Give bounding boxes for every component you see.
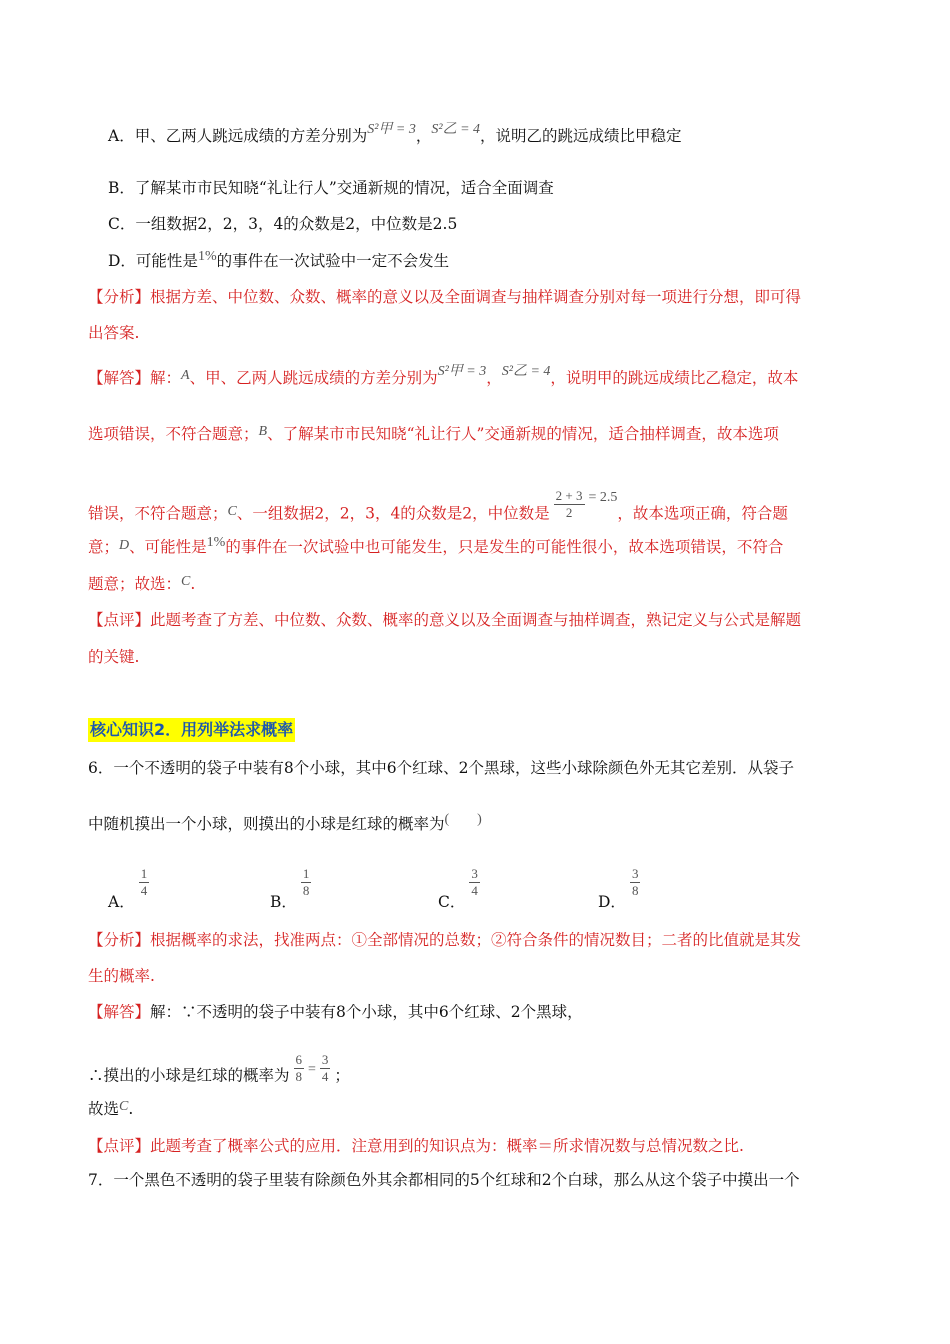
fraction-numerator: 1 xyxy=(140,866,148,881)
q5-review-line2: 的关键. xyxy=(88,648,140,666)
q6-stem-text: 中随机摸出一个小球，则摸出的小球是红球的概率为 xyxy=(88,815,445,833)
q6-stem-line2 xyxy=(88,814,482,836)
answer-text-end: 、了解某市市民知晓“礼让行人”交通新规的情况，适合抽样调查，故本选项 xyxy=(267,425,779,443)
fraction-numerator: 2 + 3 xyxy=(555,488,583,503)
q5-option-d-text: D．可能性是 xyxy=(108,252,198,270)
q6-option-a xyxy=(108,866,153,911)
q5-option-d-text-end: 的事件在一次试验中一定不会发生 xyxy=(216,252,450,270)
probability-fraction-2 xyxy=(320,1052,331,1085)
fraction-denominator: 8 xyxy=(631,883,639,898)
choice-b-ref: B xyxy=(258,424,268,439)
answer-text: 、甲、乙两人跳远成绩的方差分别为 xyxy=(189,369,438,387)
answer-text-end: ； xyxy=(334,1066,350,1085)
one-percent: 1% xyxy=(206,535,226,550)
fraction-numerator: 6 xyxy=(295,1052,303,1067)
equals-sign: = xyxy=(308,1061,316,1077)
answer-text-end: ，说明甲的跳远成绩比乙稳定，故本 xyxy=(550,369,799,387)
fraction-numerator: 3 xyxy=(321,1052,329,1067)
q5-analysis-line1: 【分析】根据方差、中位数、众数、概率的意义以及全面调查与抽样调查分别对每一项进行分想，即可得 xyxy=(88,288,802,306)
variance-yi-formula: S²乙 = 4 xyxy=(501,364,551,379)
q5-review-line1: 【点评】此题考查了方差、中位数、众数、概率的意义以及全面调查与抽样调查，熟记定义与公式是解题 xyxy=(88,611,802,629)
fraction-denominator: 8 xyxy=(295,1069,303,1084)
q5-answer-line1 xyxy=(88,364,799,390)
option-fraction xyxy=(139,866,150,899)
answer-text: 题意；故选： xyxy=(88,575,182,593)
q7-stem-line1: 7．一个黑色不透明的袋子里装有除颜色外其余都相同的5个红球和2个白球，那么从这个袋子中摸出一个 xyxy=(88,1171,800,1189)
q6-option-d xyxy=(598,866,644,911)
q5-option-a xyxy=(108,122,682,148)
section-heading: 核心知识2．用列举法求概率 xyxy=(88,718,295,742)
answer-text: 解：∵不透明的袋子中装有8个小球，其中6个红球、2个黑球， xyxy=(150,1003,583,1021)
answer-label: 【解答】解： xyxy=(88,369,182,387)
q6-option-b xyxy=(270,866,315,911)
fraction-denominator: 8 xyxy=(302,883,310,898)
choice-c-ref: C xyxy=(227,503,237,519)
variance-jia-formula: S²甲 = 3 xyxy=(367,122,416,137)
choice-d-ref: D xyxy=(119,538,130,553)
q6-analysis-line1: 【分析】根据概率的求法，找准两点：①全部情况的总数；②符合条件的情况数目；二者的比值就是其发 xyxy=(88,931,802,949)
variance-yi-formula: S²乙 = 4 xyxy=(431,122,481,137)
fraction-numerator: 3 xyxy=(631,866,639,881)
q5-option-d xyxy=(108,251,449,273)
option-fraction xyxy=(469,866,480,899)
q5-option-a-text: A．甲、乙两人跳远成绩的方差分别为 xyxy=(108,127,368,145)
median-fraction xyxy=(554,488,585,521)
q6-answer-line1 xyxy=(88,1002,583,1022)
q6-stem-line1: 6．一个不透明的袋子中装有8个小球，其中6个红球、2个黑球，这些小球除颜色外无其它差别．从袋子 xyxy=(88,759,794,777)
option-fraction xyxy=(630,866,641,899)
option-label: A． xyxy=(108,892,135,911)
median-result: = 2.5 xyxy=(588,489,618,505)
variance-jia-formula: S²甲 = 3 xyxy=(437,364,487,379)
fraction-denominator: 4 xyxy=(321,1069,329,1084)
answer-text-end: . xyxy=(128,1100,134,1118)
answer-text: ∴摸出的小球是红球的概率为 xyxy=(88,1066,290,1085)
answer-text-end: . xyxy=(190,575,196,593)
answer-label: 【解答】 xyxy=(88,1003,151,1021)
q6-review: 【点评】此题考查了概率公式的应用．注意用到的知识点为：概率＝所求情况数与总情况数之比. xyxy=(88,1137,744,1155)
answer-blank: ( ) xyxy=(444,812,482,827)
option-label: B． xyxy=(270,892,297,911)
fraction-denominator: 4 xyxy=(140,883,148,898)
q5-answer-line2 xyxy=(88,424,779,446)
answer-text-mid: 、可能性是 xyxy=(129,538,207,556)
q5-analysis-line2: 出答案. xyxy=(88,324,140,342)
answer-text: 意； xyxy=(88,538,120,556)
fraction-numerator: 1 xyxy=(302,866,310,881)
q6-answer-line2 xyxy=(88,1052,350,1093)
choice-c-ref: C xyxy=(181,574,191,589)
answer-text: 选项错误，不符合题意； xyxy=(88,425,259,443)
answer-text-end: ，故本选项正确，符合题 xyxy=(617,504,788,523)
q5-answer-line5 xyxy=(88,574,195,596)
answer-text-mid: 、一组数据2，2，3，4的众数是2，中位数是 xyxy=(236,504,550,523)
option-label: D． xyxy=(598,892,626,911)
option-label: C． xyxy=(438,892,466,911)
one-percent: 1% xyxy=(197,249,217,264)
q5-option-c: C．一组数据2，2，3，4的众数是2，中位数是2.5 xyxy=(108,215,458,233)
fraction-denominator: 2 xyxy=(565,505,573,520)
q5-answer-line4 xyxy=(88,537,783,559)
q5-answer-line3 xyxy=(88,488,788,531)
fraction-numerator: 3 xyxy=(471,866,478,881)
q5-option-b: B．了解某市市民知晓“礼让行人”交通新规的情况，适合全面调查 xyxy=(108,179,554,197)
answer-sep: ， xyxy=(486,369,502,387)
answer-text: 错误，不符合题意； xyxy=(88,504,228,523)
q6-analysis-line2: 生的概率. xyxy=(88,967,155,985)
answer-text: 故选 xyxy=(88,1100,120,1118)
choice-c-ref: C xyxy=(119,1099,129,1114)
q6-option-c xyxy=(438,866,484,911)
fraction-denominator: 4 xyxy=(471,883,478,898)
q5-option-a-text-end: ，说明乙的跳远成绩比甲稳定 xyxy=(480,127,682,145)
q6-answer-line3 xyxy=(88,1099,133,1121)
option-fraction xyxy=(301,866,312,899)
answer-text-end: 的事件在一次试验中也可能发生，只是发生的可能性很小，故本选项错误，不符合 xyxy=(225,538,784,556)
probability-fraction-1 xyxy=(294,1052,305,1085)
q5-option-a-sep: ， xyxy=(415,127,432,145)
choice-a-ref: A xyxy=(181,368,190,383)
